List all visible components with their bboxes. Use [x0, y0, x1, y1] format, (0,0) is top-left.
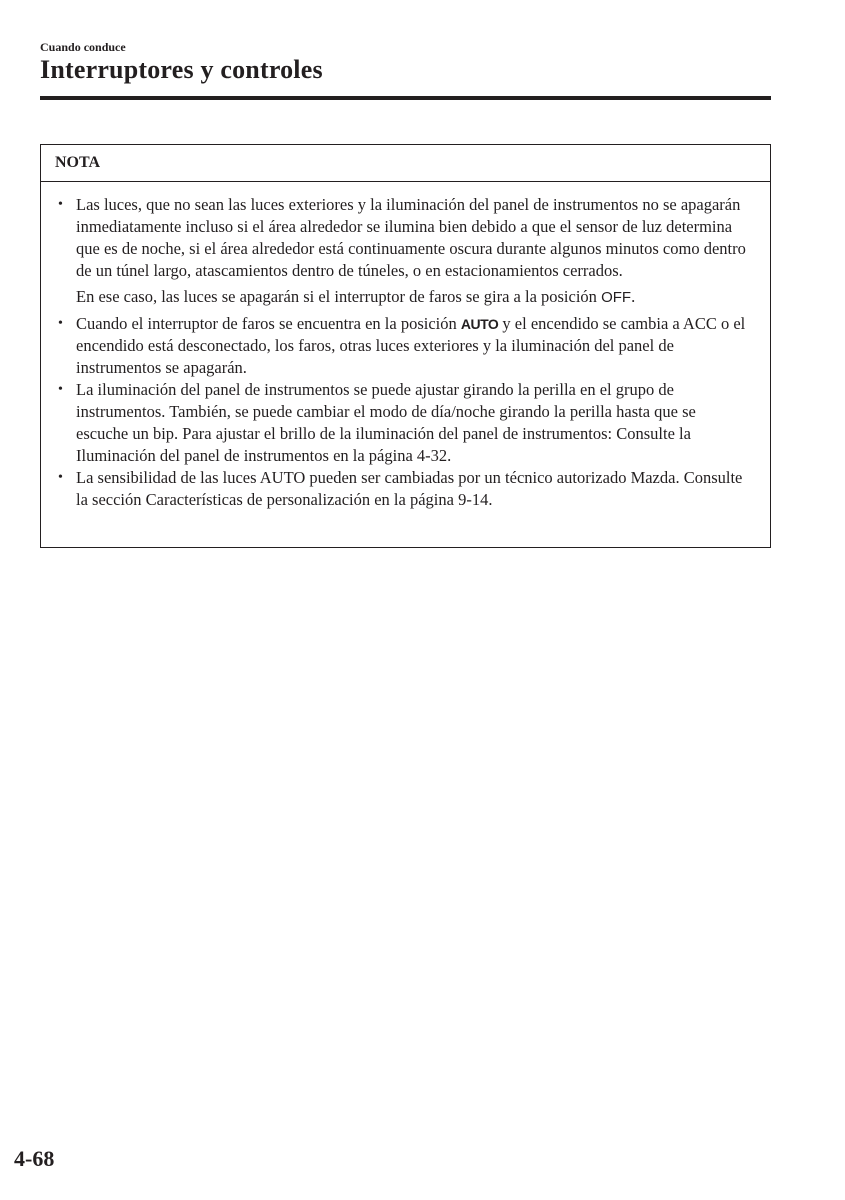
bullet-icon: •: [58, 316, 63, 331]
note-box: [40, 144, 771, 548]
note-body: [41, 182, 770, 511]
note-item-text-end: y el encendido se cambia a ACC o el encendido está desconectado, los faros, otras luces exteriores y la iluminación del panel de instrumentos se apagarán.: [76, 314, 746, 377]
auto-symbol: AUTO: [460, 316, 499, 332]
note-item-text: Cuando el interruptor de faros se encuentra en la posición: [76, 314, 461, 333]
note-item: [57, 313, 750, 379]
note-item-text-end: .: [631, 287, 636, 306]
note-item-text: En ese caso, las luces se apagarán si el interruptor de faros se gira a la posición: [76, 287, 602, 306]
note-continuation: [57, 286, 750, 309]
note-item-text: Las luces, que no sean las luces exteriores y la iluminación del panel de instrumentos no se apagarán inmediatamente incluso si el área alrededor se ilumina bien debido a que el sensor de luz determina que es de noche, si el área alrededor está continuamente oscura durante algunos minutos como dentro de un túnel largo, atascamientos dentro de túneles, o en estacionamientos cerrados.: [76, 195, 746, 280]
bullet-icon: •: [58, 470, 63, 485]
note-item-text: La sensibilidad de las luces AUTO pueden ser cambiadas por un técnico autorizado Mazda. Consulte la sección Características de personalización en la página 9-14.: [76, 468, 743, 509]
section-label: Cuando conduce: [40, 40, 126, 54]
bullet-icon: •: [58, 197, 63, 212]
bullet-icon: •: [58, 382, 63, 397]
page-number: 4-68: [14, 1146, 55, 1171]
page-title: Interruptores y controles: [40, 55, 323, 84]
note-item-text: La iluminación del panel de instrumentos se puede ajustar girando la perilla en el grupo de instrumentos. También, se puede cambiar el modo de día/noche girando la perilla hasta que se escuche un bip. Para ajustar el brillo de la iluminación del panel de instrumentos: Consulte la Iluminación del panel de instrumentos en la página 4-32.: [76, 380, 696, 465]
off-symbol: OFF: [601, 289, 632, 306]
header-rule: [40, 96, 771, 100]
note-item: [57, 194, 750, 282]
note-item: [57, 379, 750, 467]
note-heading: NOTA: [41, 145, 770, 182]
note-item: [57, 467, 750, 511]
